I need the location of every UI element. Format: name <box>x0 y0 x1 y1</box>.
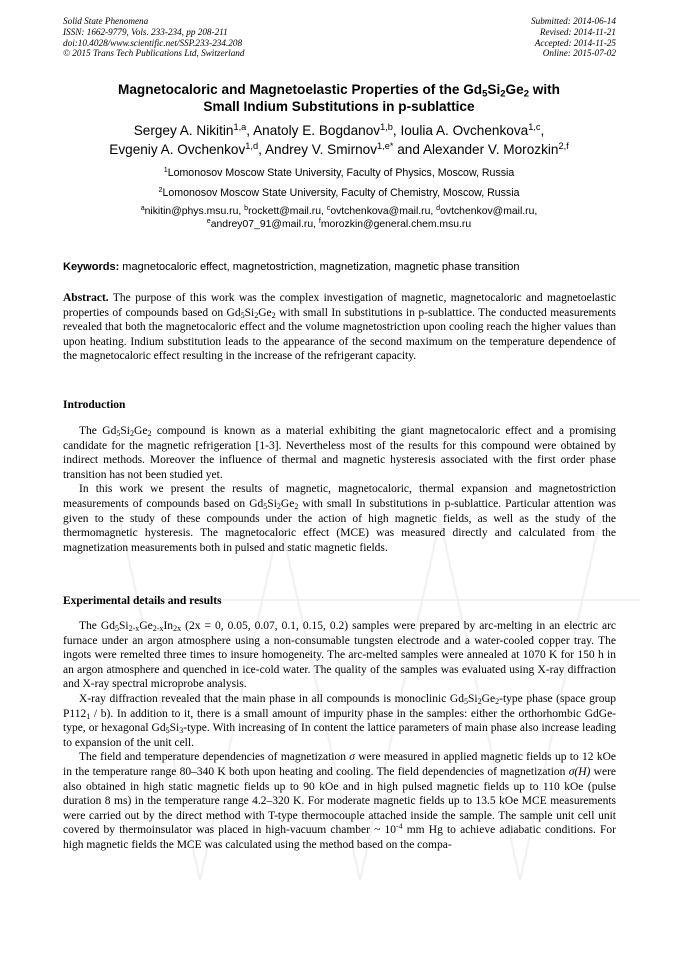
author: Andrey V. Smirnov <box>264 142 378 157</box>
author: Evgeniy A. Ovchenkov <box>109 142 246 157</box>
journal-copyright: © 2015 Trans Tech Publications Ltd, Switzerland <box>63 48 245 59</box>
email-link[interactable]: rockett@mail.ru <box>248 206 321 217</box>
experimental-text: The $Gd_5Si_{2-x}Ge_{2-x}In_{2x}$ (2x = 0, 0.05, 0.07, 0.1, 0.15, 0.2) samples were prepared by arc-melting in an electric arc furnace under an argon atmosphere using a non-consumable tungsten electrode and a water-cooled copper tray. The ingots were remelted three times to insure homogeneity. The arc-melted samples were annealed at 1070 K for 150 h in an argon atmosphere and quenched in ice-cold water. The quality of the samples was evaluated using X-ray diffraction and X-ray spectral microprobe analysis. X-ray diffraction revealed that the main phase in all compounds is monoclinic $Gd_5Si_2Ge_2$-type phase (space group $P112_1 / b$). In addition to it, there is a small amount of impurity phase in the samples: either the orthorhombic GdGe-type, or hexagonal $Gd_5Si_3$-type. With increasing of In content the lattice parameters of main phase also increase leading to expansion of the unit cell. The field and temperature dependencies of magnetization σ were measured in applied magnetic fields up to 12 kOe in the temperature range 80–340 K both upon heating and cooling. The field dependencies of magnetization σ(H) were also obtained in high static magnetic fields up to 90 kOe and in high pulsed magnetic fields up to 110 kOe (pulse duration 8 ms) in the temperature range 4.2–320 K. For moderate magnetic fields up to 13.5 kOe MCE measurements were carried out by the direct method with T-type thermocouple attached inside the sample. The sample unit cell unit covered by thermoinsulator was placed in high-vacuum chamber ~ $10^{-4}$ mm Hg to achieve adiabatic conditions. For high magnetic fields the MCE was calculated using the method based on the compa- <box>63 620 617 851</box>
journal-issn: ISSN: 1662-9779, Vols. 233-234, pp 208-211 <box>63 26 228 37</box>
section-heading-experimental: Experimental details and results <box>63 595 222 607</box>
publication-dates <box>531 16 616 59</box>
author: Alexander V. Morozkin <box>422 142 559 157</box>
author-list: Sergey A. Nikitin$^{1,a}$, Anatoly E. Bogdanov$^{1,b}$, Ioulia A. Ovchenkova$^{1,c}$, Evgeniy A. Ovchenkov$^{1,d}$, Andrey V. Smirnov$^{1,e*}$ and Alexander V. Morozkin$^{2,f}$ <box>109 121 569 157</box>
email-link[interactable]: ovtchenkova@mail.ru <box>330 206 431 217</box>
date-accepted: Accepted: 2014-11-25 <box>534 37 616 48</box>
author-emails: $^a$nikitin@phys.msu.ru, $^b$rockett@mail.ru, $^c$ovtchenkova@mail.ru, $^d$ovtchenkov@mail.ru, $^e$andrey07_91@mail.ru, $^f$morozkin@general.chem.msu.ru <box>140 205 538 230</box>
introduction-text: The $Gd_5Si_2Ge_2$ compound is known as a material exhibiting the giant magnetocaloric effect and a promising candidate for the magnetic refrigeration [1-3]. Nevertheless most of the results for this compound were obtained by indirect methods. Moreover the influence of thermal and magnetic hysteresis associated with the first order phase transition has not been studied yet. In this work we present the results of magnetic, magnetocaloric, thermal expansion and magnetostriction measurements of compounds based on $Gd_5Si_2Ge_2$ with small In substitutions in p-sublattice. Particular attention was given to the study of these compounds under the action of high magnetic fields, as well as the study of the thermomagnetic hysteresis. The magnetocaloric effect (MCE) was measured directly and calculated from the magnetization measurements both in pulsed and static magnetic fields. <box>63 425 617 554</box>
email-link[interactable]: morozkin@general.chem.msu.ru <box>320 219 472 230</box>
author: Ioulia A. Ovchenkova <box>400 123 529 138</box>
affiliation: $^2$Lomonosov Moscow State University, Faculty of Chemistry, Moscow, Russia <box>158 185 520 199</box>
journal-name: Solid State Phenomena <box>63 16 149 26</box>
author: Sergey A. Nikitin <box>133 123 234 138</box>
author: Anatoly E. Bogdanov <box>253 123 381 138</box>
affiliation: $^1$Lomonosov Moscow State University, Faculty of Physics, Moscow, Russia <box>163 165 515 179</box>
paper-title: Magnetocaloric and Magnetoelastic Properties of the $Gd_5Si_2Ge_2$ with Small Indium Substitutions in p-sublattice <box>118 82 560 114</box>
date-revised: Revised: 2014-11-21 <box>539 26 616 37</box>
section-heading-introduction: Introduction <box>63 399 126 411</box>
email-link[interactable]: ovtchenkov@mail.ru <box>440 206 535 217</box>
email-link[interactable]: andrey07_91@mail.ru <box>210 219 314 230</box>
abstract: Abstract. The purpose of this work was the complex investigation of magnetic, magnetocaloric and magnetoelastic properties of compounds based on $Gd_5Si_2Ge_2$ with small In substitutions in p-sublattice. The conducted measurements revealed that both the magnetocaloric effect and the volume magnetostriction upon cooling reach the higher values than upon heating. Indium substitution leads to the appearance of the second maximum on the temperature dependence of the magnetocaloric effect resulting in the increase of the refrigerant capacity. <box>63 292 616 363</box>
keywords: Keywords: magnetocaloric effect, magnetostriction, magnetization, magnetic phase transition <box>63 261 520 273</box>
email-link[interactable]: nikitin@phys.msu.ru <box>144 206 239 217</box>
date-online: Online: 2015-07-02 <box>542 48 616 59</box>
date-submitted: Submitted: 2014-06-14 <box>531 16 616 26</box>
journal-info <box>63 16 244 59</box>
journal-doi: doi:10.4028/www.scientific.net/SSP.233-234.208 <box>63 37 243 48</box>
